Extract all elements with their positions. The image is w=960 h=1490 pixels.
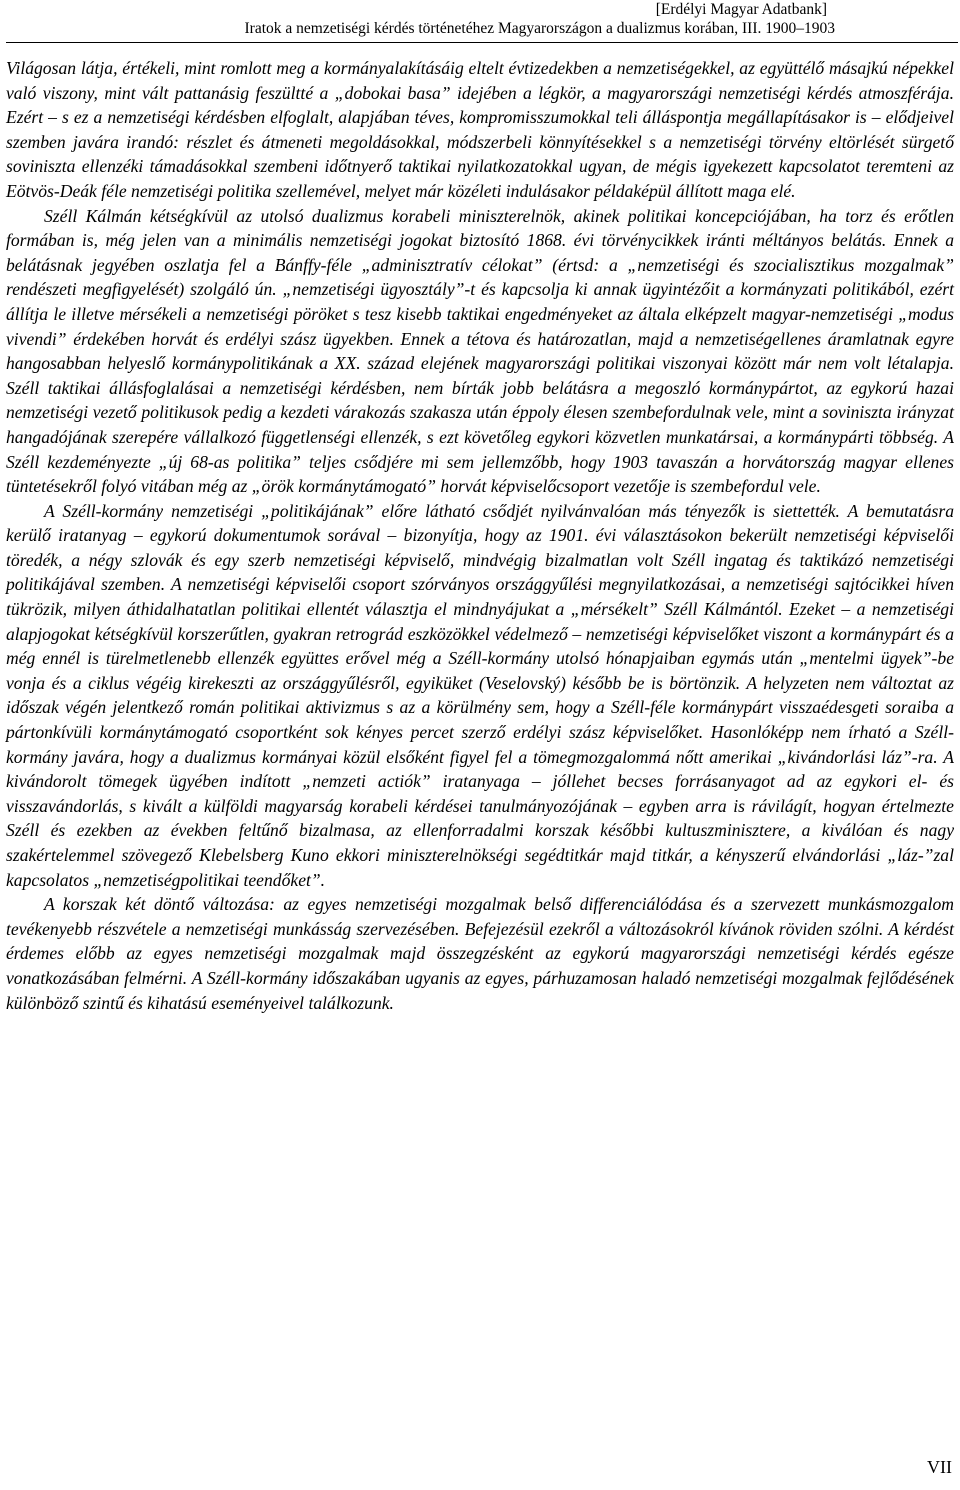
page-number: VII [927, 1457, 952, 1477]
header-title: Iratok a nemzetiségi kérdés történetéhez Magyarországon a dualizmus korában, III. 1900–1903 [244, 20, 835, 37]
running-header [75, 0, 835, 38]
header-source: [Erdélyi Magyar Adatbank] [655, 1, 827, 18]
header-divider [6, 42, 958, 43]
paragraph-4: A korszak két döntő változása: az egyes nemzetiségi mozgalmak belső differenciálódása és a szervezett munkásmozgalom tevékenyebb részvétele a nemzetiségi munkásság szervezésében. Befejezésül ezekről a változásokról kívánok röviden szólni. A kérdést érdemes előbb az egyes nemzetiségi mozgalmak majd összegzésként az egykorú magyarországi nemzetiségi kérdés egésze vonatkozásában felmérni. A Széll-kormány időszakában ugyanis az egyes, párhuzamosan haladó nemzetiségi mozgalmak fejlődésének különböző szintű és kihatású eseményeivel találkozunk. [6, 894, 954, 1013]
body-text [6, 56, 954, 1015]
paragraph-1: Világosan látja, értékeli, mint romlott meg a kormányalakításáig eltelt évtizedekben a nemzetiségekkel, az együttélő másajkú népekkel való viszony, mint vált pattanásig feszültté a „dobokai basa” idejében a légkör, a magyarországi nemzetiségi kérdés atmoszférája. Ezért – s ez a nemzetiségi kérdésben elfoglalt, alapjában téves, kompromisszumokkal teli álláspontja megállapításakor is – elődjeivel szemben javára irandó: részlet és átmeneti megoldásokkal, módszerbeli könnyítésekkel s a nemzetiségi törvény eltörlését sürgető soviniszta ellenzéki támadásokkal szembeni időtnyerő taktikai nyilatkozatokkal ugyan, de mégis igyekezett kapcsolatot teremteni az Eötvös-Deák féle nemzetiségi politika szellemével, melyet már közéleti indulásakor példaképül állított maga elé. [6, 58, 954, 201]
paragraph-2: Széll Kálmán kétségkívül az utolsó dualizmus korabeli miniszterelnök, akinek politikai koncepciójában, ha torz és erőtlen formában is, még jelen van a minimális nemzetiségi jogokat biztosító 1868. évi törvénycikkek iránti méltányos belátás. Ennek a belátásnak jegyében oszlatja fel a Bánffy-féle „adminisztratív célokat” (értsd: a „nemzetiségi és szocialisztikus mozgalmak” rendészeti megfigyelését) szolgáló ún. „nemzetiségi ügyosztály”-t és kapcsolja ki annak ügyintézőit a kormányzati politikából, ezért állítja le illetve mérsékeli a nemzetiségi pöröket s tesz kisebb taktikai engedményeket az általa elképzelt magyar-nemzetiségi „modus vivendi” érdekében horvát és erdélyi szász ügyekben. Ennek a tétova és határozatlan, majd a nemzetiségellenes áramlatnak egyre hangosabban helyeslő kormánypolitikának a XX. század elejének magyarországi politikai viszonyai között már nem volt létalapja. Széll taktikai állásfoglalásai a nemzetiségi kérdésben, nem bírták jobb belátásra a megoszló kormánypártot, az egykorú hazai nemzetiségi vezető politikusok pedig a kezdeti várakozás szakasza után éppoly élesen szembefordulnak vele, mint a soviniszta irányzat hangadójának szerepére vállalkozó függetlenségi ellenzék, s ezt követőleg egykori közvetlen munkatársai, a kormánypárti többség. A Széll kezdeményezte „új 68-as politika” teljes csődjére mi sem jellemzőbb, hogy 1903 tavaszán a horvátország magyar ellenes tüntetésekről folyó vitában még az „örök kormánytámogató” horvát képviselőcsoport vezetője is szembefordul vele. [6, 205, 954, 497]
paragraph-3: A Széll-kormány nemzetiségi „politikájának” előre látható csődjét nyilvánvalóan más tényezők is siettették. A bemutatásra kerülő iratanyag – egykorú dokumentumok sorával – bizonyítja, hogy az 1901. évi választásokon bekerült nemzetiségi képviselői töredék, a négy szlovák és egy szerb nemzetiségi képviselő, mindvégig bizalmatlan volt Széll ingatag és taktikázó nemzetiségi politikájával szemben. A nemzetiségi képviselői csoport szórványos országgyűlési megnyilatkozásai, a nemzetiségi sajtócikkei híven tükrözik, milyen áthidalhatatlan politikai ellentét választja el mindnyájukat a „mérsékelt” Széll Kálmántól. Ezeket – a nemzetiségi alapjogokat kétségkívül korszerűtlen, gyakran retrográd eszközökkel védelmező – nemzetiségi képviselőket viszont a kormánypárt és a még ennél is türelmetlenebb ellenzék együttes erővel még a Széll-kormány utolsó hónapjaiban egymás után „mentelmi ügyek”-be vonja és a ciklus végéig kirekeszti az országgyűlésről, egyiküket (Veselovský) később be is börtönzik. A helyzeten nem változtat az időszak végén jelentkező román politikai aktivizmus s az a körülmény sem, hogy a Széll-féle kormánypárt visszaédesgeti soraiba a pártonkívüli kormánytámogató csoportként sok kényes percet szerző erdélyi szász képviselőket. Hasonlóképp nem írható a Széll-kormány javára, hogy a dualizmus kormányai közül elsőként figyel fel a tömegmozgalommá nőtt amerikai „kivándorlási láz”-ra. A kivándorolt tömegek ügyében indított „nemzeti actiók” iratanyaga – jóllehet becses forrásanyagot ad az egykori el- és visszavándorlás, s kivált a külföldi magyarság korabeli kérdései tanulmányozójának – egyben arra is rávilágít, hogyan értelmezte Széll és ezekben az években feltűnő bizalmasa, az ellenforradalmi korszak későbbi kultuszminisztere, a kiválóan és nagy szakértelemmel szövegező Klebelsberg Kuno ekkori miniszterelnökségi segédtitkár majd titkár, a kényszerű elvándorlási „láz-”zal kapcsolatos „nemzetiségpolitikai teendőket”. [6, 500, 954, 890]
